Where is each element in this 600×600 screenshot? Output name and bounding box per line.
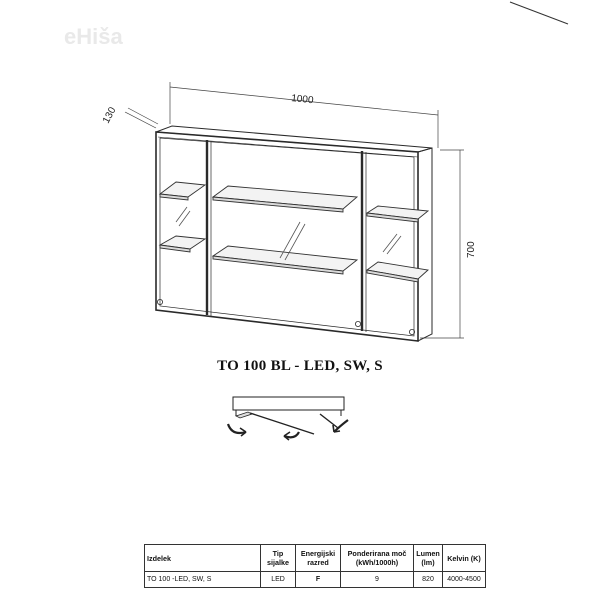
column-header-lamp-type: Tip sijalke xyxy=(261,545,296,572)
cell-weighted-power: 9 xyxy=(341,572,414,588)
column-header-lumen: Lumen (lm) xyxy=(414,545,443,572)
width-dimension-label: 1000 xyxy=(290,93,314,107)
specs-table xyxy=(144,544,486,588)
door-handle-center xyxy=(355,321,360,326)
cell-kelvin: 4000-4500 xyxy=(443,572,486,588)
column-header-product: Izdelek xyxy=(145,545,261,572)
cell-energy-class: F xyxy=(296,572,341,588)
column-header-weighted-power: Ponderirana moč (kWh/1000h) xyxy=(341,545,414,572)
column-header-kelvin: Kelvin (K) xyxy=(443,545,486,572)
watermark-logo: eHiša xyxy=(64,24,123,49)
height-dimension-label: 700 xyxy=(466,241,477,258)
model-label: TO 100 BL - LED, SW, S xyxy=(217,358,383,374)
cell-lumen: 820 xyxy=(414,572,443,588)
depth-dimension-label: 130 xyxy=(100,105,119,126)
cell-product: TO 100 -LED, SW, S xyxy=(145,572,261,588)
table-row xyxy=(145,572,486,588)
corner-line xyxy=(510,2,568,24)
cell-lamp-type: LED xyxy=(261,572,296,588)
cabinet-doors xyxy=(157,140,414,335)
table-header-row xyxy=(145,545,486,572)
door-opening-schematic xyxy=(228,397,348,440)
column-header-energy-class: Energijski razred xyxy=(296,545,341,572)
open-arrow-left xyxy=(228,424,246,433)
